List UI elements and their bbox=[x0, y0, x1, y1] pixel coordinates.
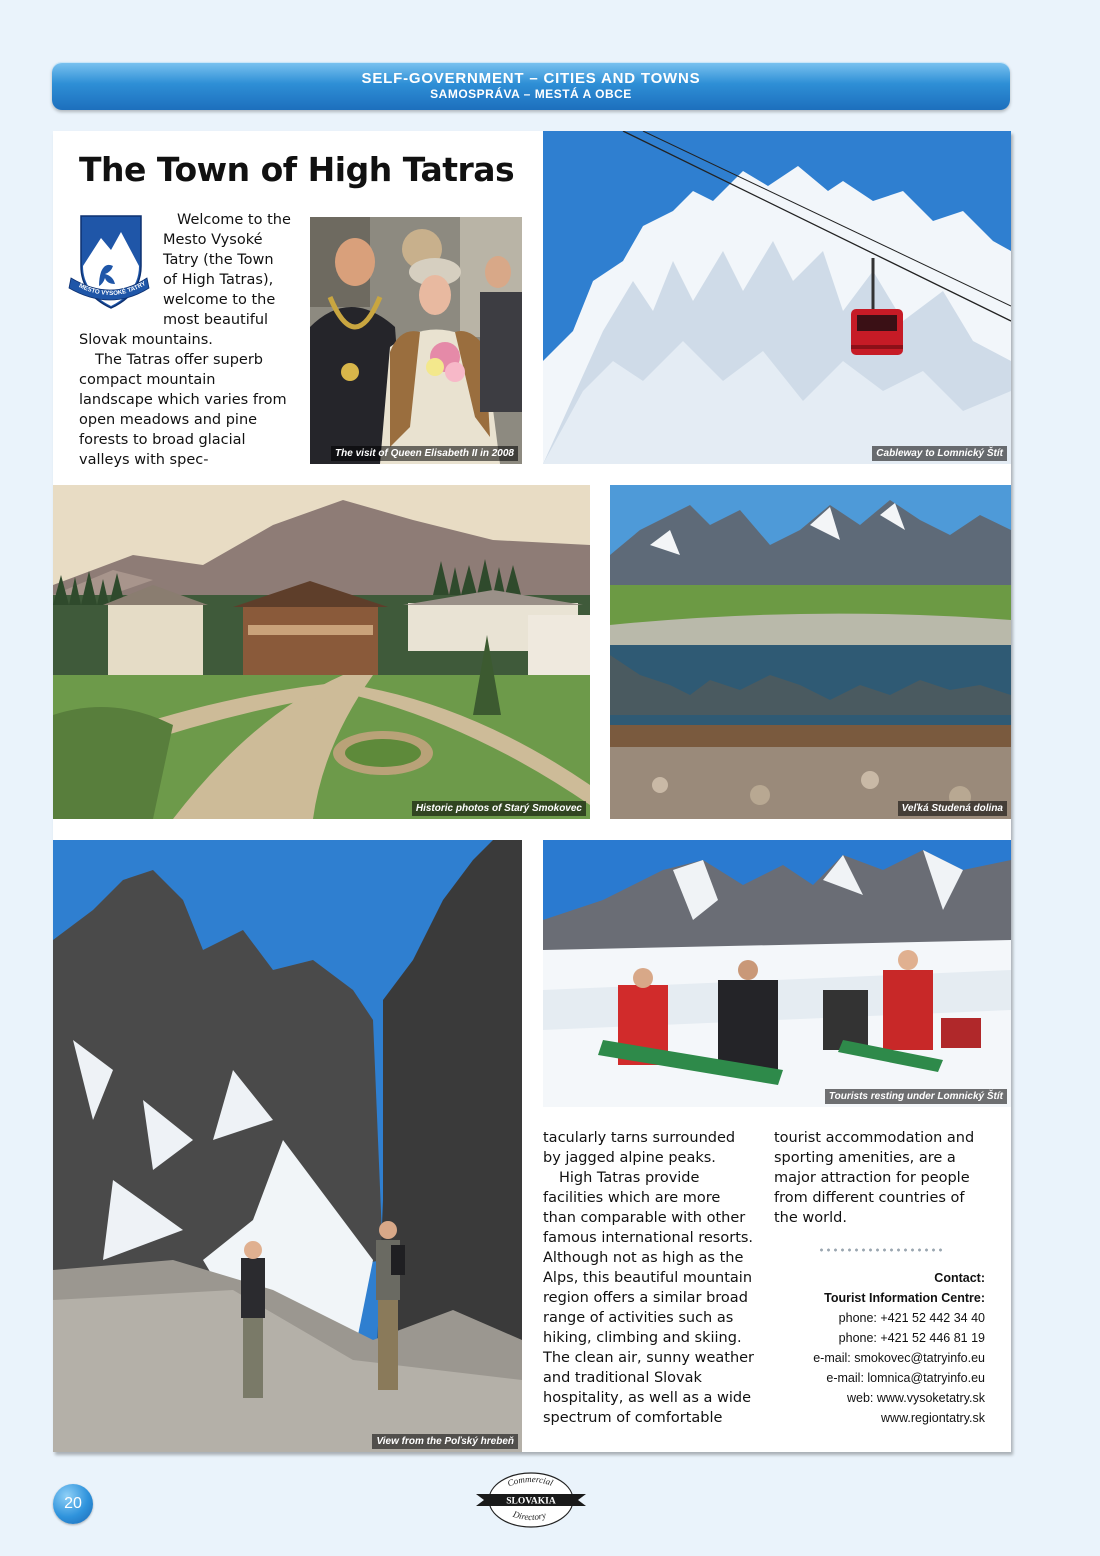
contact-heading: Contact: bbox=[934, 1271, 985, 1285]
contact-web-2: www.regiontatry.sk bbox=[881, 1411, 985, 1425]
photo-velka-studena-dolina bbox=[610, 485, 1011, 819]
section-banner bbox=[52, 62, 1010, 110]
body-paragraph-continued: tacularly tarns surrounded by jagged alpine peaks. bbox=[543, 1130, 736, 1166]
contact-web-1: web: www.vysoketatry.sk bbox=[846, 1391, 985, 1405]
body-paragraph-facilities: High Tatras provide facilities which are more than comparable with other famous international resorts. Although not as high as the Alps, this beautiful mountain region offers a similar broad range of activities such as hiking, climbing and skiing. The clean air, sunny weather and traditional Slovak hospitality, as well as a wide spectrum of comfortable bbox=[543, 1170, 755, 1426]
contact-phone-2: phone: +421 52 446 81 19 bbox=[838, 1331, 985, 1345]
contact-email-1: e-mail: smokovec@tatryinfo.eu bbox=[813, 1351, 985, 1365]
body-text-column-2 bbox=[543, 1128, 755, 1428]
dotted-divider bbox=[818, 1248, 944, 1252]
intro-paragraph-2: The Tatras offer superb compact mountain landscape which varies from open meadows and pine forests to broad glacial valleys with spec- bbox=[79, 352, 287, 468]
logo-directory-text: Directory bbox=[511, 1508, 547, 1523]
contact-phone-1: phone: +421 52 442 34 40 bbox=[838, 1311, 985, 1325]
intro-text-column bbox=[79, 210, 291, 470]
page-number-badge: 20 bbox=[53, 1484, 93, 1524]
commercial-slovakia-directory-logo bbox=[476, 1470, 586, 1530]
photo-historic-smokovec bbox=[53, 485, 590, 819]
section-title-en: SELF-GOVERNMENT – CITIES AND TOWNS bbox=[361, 70, 701, 87]
body-text-column-3 bbox=[774, 1128, 988, 1228]
body-paragraph-amenities: tourist accommodation and sporting amenities, are a major attraction for people from different countries of the world. bbox=[774, 1130, 975, 1226]
article-title: The Town of High Tatras bbox=[79, 150, 515, 189]
crest-text: MESTO VYSOKÉ TATRY bbox=[77, 280, 148, 298]
intro-paragraph-1: Welcome to the Mesto Vysoké Tatry (the Town of High Tatras), welcome to the most beautiful Slovak mountains. bbox=[79, 212, 291, 348]
section-title-sk: SAMOSPRÁVA – MESTÁ A OBCE bbox=[430, 87, 632, 101]
town-crest-icon bbox=[67, 212, 151, 312]
caption-polsky: View from the Poľský hrebeň bbox=[372, 1434, 518, 1449]
logo-commercial-text: Commercial bbox=[506, 1473, 555, 1489]
caption-valley: Veľká Studená dolina bbox=[898, 801, 1007, 816]
caption-queen: The visit of Queen Elisabeth II in 2008 bbox=[331, 446, 518, 461]
caption-tourists: Tourists resting under Lomnický Štít bbox=[825, 1089, 1007, 1104]
photo-queen-visit bbox=[310, 217, 522, 464]
contact-email-2: e-mail: lomnica@tatryinfo.eu bbox=[826, 1371, 985, 1385]
caption-historic: Historic photos of Starý Smokovec bbox=[412, 801, 586, 816]
photo-cableway bbox=[543, 131, 1011, 464]
contact-block bbox=[813, 1268, 985, 1428]
logo-slovakia-text: SLOVAKIA bbox=[506, 1496, 556, 1507]
contact-organization: Tourist Information Centre: bbox=[824, 1291, 985, 1305]
caption-cableway: Cableway to Lomnický Štít bbox=[872, 446, 1007, 461]
photo-tourists-resting bbox=[543, 840, 1011, 1107]
photo-polsky-hreben bbox=[53, 840, 522, 1452]
